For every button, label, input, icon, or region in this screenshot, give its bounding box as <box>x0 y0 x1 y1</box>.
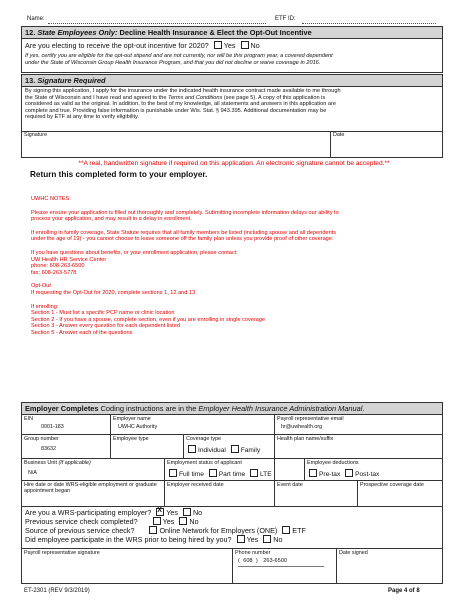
wrs-yes-label: Yes <box>166 508 178 517</box>
terms-line: required by ETF at any time to verify eligibility. <box>25 114 139 121</box>
prior-wrs-yes-label: Yes <box>246 535 259 544</box>
ein-label: EIN <box>24 416 33 422</box>
row-line <box>21 480 443 481</box>
uwhc-notes <box>31 196 441 337</box>
individual-checkbox[interactable] <box>188 445 196 453</box>
divider <box>21 131 443 132</box>
payroll-email-label: Payroll representative email <box>277 416 344 422</box>
business-unit-value: N/A <box>28 470 37 476</box>
employee-type-label: Employee type <box>113 436 149 442</box>
one-label: Online Network for Employers (ONE) <box>159 526 278 535</box>
hire-date-label-line: appointment began <box>24 488 71 494</box>
section-12-number: 12. <box>25 28 36 37</box>
health-plan-label: Health plan name/suffix <box>277 436 334 442</box>
terms-line: By signing this application, I apply for the insurance under the indicated health insurance contract made available to me through <box>25 88 341 94</box>
service-check-yes-label: Yes <box>162 517 175 526</box>
notes-line: Section 3 - Answer every question for each dependent listed <box>31 323 180 330</box>
prior-wrs-no-label: No <box>273 535 283 544</box>
employer-name-value: UWHC Authority <box>118 424 158 430</box>
col-line <box>304 458 305 480</box>
notes-line: fax: 608-263-5778 <box>31 269 77 276</box>
terms-text: (see page 5). A copy of this application is <box>222 94 326 101</box>
notes-line: UW Health HR Service Center <box>31 256 107 263</box>
date-signed-label: Date signed <box>339 550 368 556</box>
event-date-label: Event date <box>277 482 303 488</box>
form-id: ET-2301 (REV 9/3/2019) <box>24 588 90 594</box>
service-check-yes-checkbox[interactable] <box>153 517 161 525</box>
notes-line: under the age of 19) - you cannot choose to leave someone off the family plan unless you provide proof of other coverage. <box>31 236 334 243</box>
wrs-question-text: Are you a WRS-participating employer? <box>25 508 152 517</box>
notes-heading: UWHC NOTES: <box>31 196 71 202</box>
one-checkbox[interactable] <box>149 526 157 534</box>
notes-line: If requesting the Opt-Out for 2020, complete sections 1, 12 and 13 <box>31 289 196 296</box>
col-line <box>274 414 275 480</box>
section-12-title: Decline Health Insurance & Elect the Opt-Out Incentive <box>119 28 312 37</box>
full-time-checkbox[interactable] <box>169 469 177 477</box>
post-tax-label: Post-tax <box>355 471 380 478</box>
notes-line: Section 2 - If you have a spouse, complete section, even if you are enrolling in single coverage <box>31 316 266 323</box>
individual-label: Individual <box>198 447 226 454</box>
employer-title: Employer Completes <box>25 404 99 413</box>
part-time-checkbox[interactable] <box>209 469 217 477</box>
employer-name-label: Employer name <box>113 416 151 422</box>
col-line <box>183 434 184 458</box>
signature-label: Signature <box>24 132 48 138</box>
signature-terms-text <box>25 88 440 121</box>
row-line <box>21 434 443 435</box>
lte-label: LTE <box>260 471 272 478</box>
etf-id-label: ETF ID: <box>275 16 296 22</box>
opt-out-yes-checkbox[interactable] <box>214 41 222 49</box>
family-checkbox[interactable] <box>231 445 239 453</box>
col-line <box>274 480 275 506</box>
pre-tax-label: Pre-tax <box>319 471 341 478</box>
source-question-text: Source of previous service check? <box>25 526 135 535</box>
opt-out-no-label: No <box>250 41 260 50</box>
section-13-header <box>22 75 442 86</box>
hire-date-label-line: Hire date or date WRS-eligible employment or graduate <box>24 482 157 488</box>
col-line <box>357 480 358 506</box>
employer-received-date-label: Employer received date <box>167 482 224 488</box>
coverage-type-options <box>185 445 260 455</box>
terms-line <box>25 95 440 102</box>
employment-status-label: Employment status of applicant <box>167 460 242 466</box>
name-label: Name: <box>27 16 45 22</box>
page-number: Page 4 of 8 <box>388 588 420 594</box>
opt-out-certification-note <box>25 53 440 66</box>
business-unit-label <box>24 460 91 466</box>
notes-line: If enrolling in family coverage, State Statute requires that all family members be listed (including spouse and all dependents <box>31 229 337 236</box>
col-line <box>232 548 233 584</box>
divider <box>330 131 331 158</box>
return-instruction: Return this completed form to your employer. <box>30 170 208 179</box>
payroll-email-value: hr@uwhealth.org <box>281 424 323 430</box>
employer-title-text: Coding instructions are in the <box>98 404 199 413</box>
coverage-type-label: Coverage type <box>186 436 222 442</box>
terms-and-conditions-ref: Terms and Conditions <box>168 94 223 101</box>
row-line <box>21 506 443 507</box>
etf-checkbox[interactable] <box>282 526 290 534</box>
full-time-label: Full time <box>179 471 204 478</box>
employer-title-end: . <box>362 404 365 413</box>
opt-out-question: Are you electing to receive the opt-out incentive for 2020? <box>25 41 209 50</box>
notes-line: Section 1 - Must list a specific PCP name or clinic location <box>31 310 175 317</box>
col-line <box>164 458 165 506</box>
hire-date-label <box>24 482 162 494</box>
section-13-title: Signature Required <box>37 76 106 85</box>
prior-wrs-no-checkbox[interactable] <box>263 535 271 543</box>
etf-label: ETF <box>292 526 306 535</box>
phone-number-label: Phone number <box>235 550 271 556</box>
wrs-no-checkbox[interactable] <box>183 508 191 516</box>
service-check-text: Previous service check completed? <box>25 517 138 526</box>
section-13-number: 13. <box>25 76 36 85</box>
employer-manual-ref: Employer Health Insurance Administration Manual <box>198 404 363 413</box>
date-label: Date <box>333 132 345 138</box>
note-line: under the State of Wisconsin Group Health Insurance Program, and that you did not decline or waive coverage in 2016. <box>25 59 321 66</box>
employer-section-header <box>22 403 442 414</box>
divider <box>21 38 443 39</box>
notes-line: Section 5 - Answer each of the questions <box>31 329 133 336</box>
prior-wrs-text: Did employee participate in the WRS prior to being hired by you? <box>25 535 232 544</box>
signature-field[interactable] <box>22 138 328 157</box>
row-line <box>21 458 443 459</box>
row-line <box>21 414 443 415</box>
notes-line: Opt-Out <box>31 283 51 290</box>
terms-text: the State of Wisconsin and I have read and agreed to the <box>25 94 169 101</box>
opt-out-yes-label: Yes <box>223 41 236 50</box>
family-label: Family <box>240 447 261 454</box>
opt-out-no-checkbox[interactable] <box>241 41 249 49</box>
wrs-no-label: No <box>192 508 203 517</box>
employment-status-options <box>166 469 272 479</box>
ein-value: 0001-183 <box>41 424 64 430</box>
terms-line: considered as valid as the original. In addition, to the best of my knowledge, all statements and answers in this application are <box>25 101 336 108</box>
opt-out-question-row <box>25 41 260 51</box>
employee-deductions-label: Employee deductions <box>307 460 359 466</box>
prior-wrs-question <box>25 535 283 545</box>
payroll-signature-field[interactable] <box>22 557 230 583</box>
lte-checkbox[interactable] <box>250 469 258 477</box>
date-signed-field[interactable] <box>338 557 442 583</box>
divider <box>21 86 443 87</box>
notes-line: If you have questions about benefits, or your enrollment application, please contact: <box>31 249 238 256</box>
etf-id-field[interactable] <box>302 23 436 24</box>
business-unit-note: (If applicable) <box>58 460 91 466</box>
prospective-coverage-date-label: Prospective coverage date <box>360 482 424 488</box>
pre-tax-checkbox[interactable] <box>309 469 317 477</box>
service-check-no-checkbox[interactable] <box>179 517 187 525</box>
phone-number-value: 263-6500 <box>263 558 287 564</box>
signature-date-field[interactable] <box>332 138 442 157</box>
group-number-value: 83632 <box>41 446 56 452</box>
col-line <box>336 548 337 584</box>
part-time-label: Part time <box>218 471 246 478</box>
col-line <box>110 414 111 458</box>
prior-wrs-yes-checkbox[interactable] <box>237 535 245 543</box>
name-field[interactable] <box>48 23 266 24</box>
terms-line: complete and true. Providing false information is punishable under Wis. Stat. § 943.395. Additional documentation may be <box>25 107 327 114</box>
business-unit-label-text: Business Unit <box>24 460 57 466</box>
deductions-options <box>306 469 379 479</box>
phone-area-code: 608 <box>243 558 253 564</box>
signature-warning: **A real, handwritten signature if required on this application. An electronic signature cannot be accepted.** <box>78 160 390 167</box>
wrs-yes-checkbox[interactable] <box>156 508 164 516</box>
section-12-title-italic: State Employees Only: <box>37 28 118 37</box>
group-number-label: Group number <box>24 436 59 442</box>
post-tax-checkbox[interactable] <box>345 469 353 477</box>
note-line: If yes, certify you are eligible for the opt-out stipend and are not currently, nor will be this program year, a covered dependent <box>25 53 333 59</box>
payroll-signature-label: Payroll representative signature <box>24 550 100 556</box>
section-12-header <box>22 27 442 38</box>
notes-line: If enrolling: <box>31 303 59 310</box>
notes-line: process your application, and may result in a delay in enrollment. <box>31 216 192 223</box>
service-check-no-label: No <box>189 517 199 526</box>
phone-number-field[interactable]: ( 608 ) 263-6500 <box>238 558 287 564</box>
notes-line: phone: 608-263-6500 <box>31 263 85 270</box>
notes-line: Please ensure your application is filled out thoroughly and completely. Submitting incomplete information delays our ability to <box>31 209 339 216</box>
phone-underline <box>238 566 324 567</box>
